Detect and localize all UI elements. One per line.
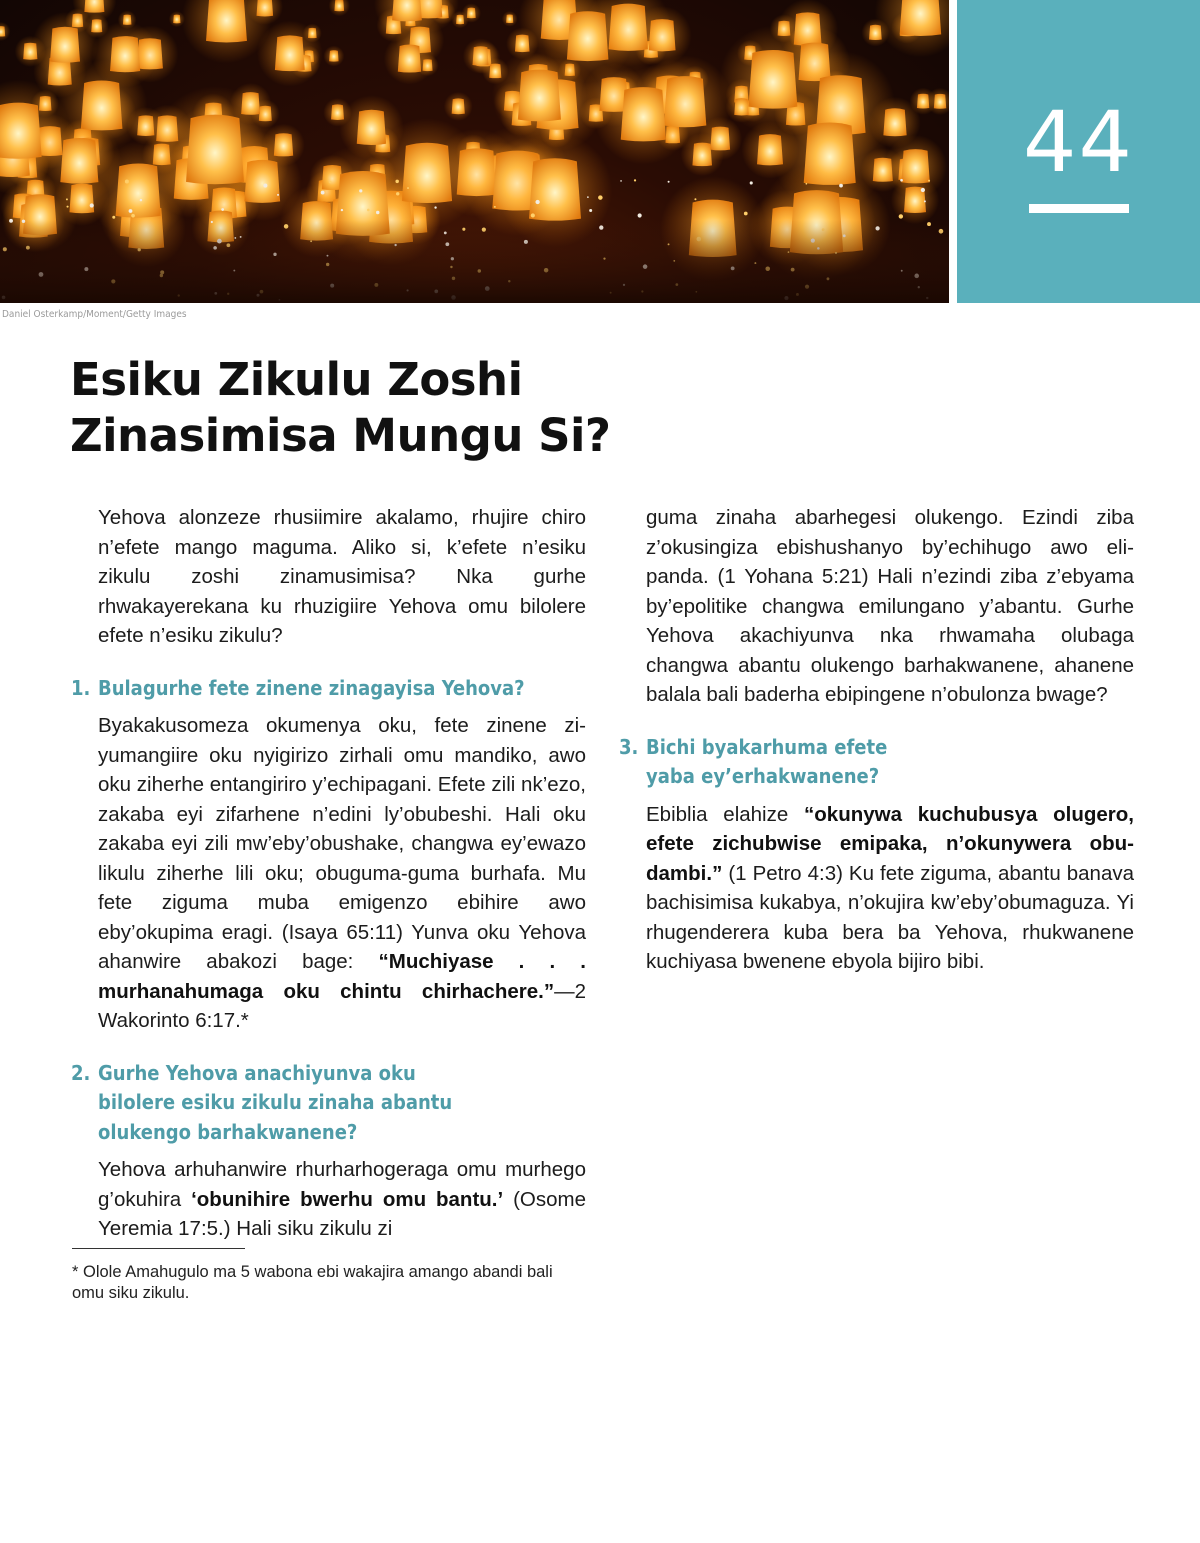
question-3-body: Ebiblia elahize “okunywa kuchubusya olugero, efete zichubwise emipaka, n’okunywera obudambi.” (1 Petro 4:3) Ku fete ziguma, abantu banava bachisimisa kukabya, n’okujira kw’eby’obumaguza. Yi rhugenderera kuba bera ba Yehova, rhukwanene kuchiyasa bwenene ebyola bijiro bibi.	[646, 802, 1134, 973]
question-3-number: 3.	[619, 734, 639, 759]
question-2-line-3: olukengo barhakwanene?	[98, 1119, 358, 1144]
lantern-shape	[398, 45, 421, 73]
footnote: * Olole Amahugulo ma 5 wabona ebi wakajira amango abandi bali omu siku zikulu.	[72, 1263, 553, 1302]
crowd-light	[359, 189, 362, 192]
question-2-number: 2.	[71, 1060, 91, 1085]
question-3-line-1: Bichi byakarhuma efete	[646, 734, 888, 759]
lantern-shape	[0, 26, 5, 36]
footnote-divider	[72, 1248, 245, 1249]
crowd-light	[620, 180, 622, 182]
question-1-heading	[71, 674, 586, 704]
question-3-line-2: yaba ey’erhakwanene?	[646, 764, 880, 788]
lantern-shape	[186, 115, 244, 185]
crowd-light	[921, 188, 925, 192]
lantern-shape	[934, 94, 946, 109]
lantern-shape	[173, 15, 180, 24]
crowd-light	[140, 199, 142, 201]
lantern-shape	[116, 164, 161, 218]
crowd-light	[125, 180, 129, 184]
lesson-number-panel	[957, 0, 1200, 303]
page-title	[70, 352, 770, 464]
lantern-shape	[334, 0, 344, 11]
crowd-light	[66, 198, 68, 200]
header-photo-lanterns	[0, 0, 949, 303]
lantern-shape	[901, 149, 930, 183]
crowd-light	[535, 200, 539, 204]
crowd-light	[694, 198, 696, 200]
crowd-light	[900, 179, 903, 182]
lantern-shape	[473, 46, 489, 65]
question-1-text: Bulagurhe fete zinene zinagayisa Yehova?	[98, 675, 525, 700]
crowd-light	[494, 206, 496, 208]
question-1-number: 1.	[71, 675, 91, 700]
crowd-light	[598, 195, 603, 200]
question-2-line-1: Gurhe Yehova anachiyunva oku	[98, 1060, 416, 1085]
crowd-light	[899, 214, 903, 218]
lantern-shape	[567, 11, 609, 61]
lantern-shape	[621, 87, 666, 141]
crowd-light	[589, 209, 592, 212]
image-credit: Daniel Osterkamp/Moment/Getty Images	[2, 309, 187, 320]
crowd-light	[839, 184, 843, 188]
crowd-light	[277, 194, 279, 196]
crowd-light	[129, 209, 133, 213]
lantern-shape	[357, 110, 386, 145]
page-title-line-1: Esiku Zikulu Zoshi	[70, 353, 523, 406]
crowd-light	[638, 213, 642, 217]
question-2-body-continued: guma zinaha abarhegesi olukengo. Ezindi ziba z’okusingiza ebishushanyo by’echihugo awo elipanda. (1 Yohana 5:21) Hali n’ezindi ziba z’ebyama by’epolitike changwa emilungano y’abantu. Gurhe Yehova akachiyunva nka rhwamaha olubaga changwa abantu olukengo barhakwanene, ahanene balala bali baderha ebipingene n’obulonza bwage?	[646, 506, 1134, 706]
crowd-light	[531, 213, 535, 217]
crowd-light	[112, 216, 115, 219]
crowd-light	[341, 209, 343, 211]
crowd-light	[668, 181, 670, 183]
crowd-light	[805, 183, 807, 185]
crowd-light	[434, 206, 436, 208]
crowd-light	[407, 187, 409, 189]
crowd-light	[367, 209, 370, 212]
lantern-shape	[900, 0, 942, 36]
crowd-light	[587, 196, 589, 198]
lantern-shape	[329, 50, 338, 61]
lesson-number: 44	[1023, 93, 1134, 191]
lantern-shape	[84, 0, 104, 13]
question-1-body: Byakakusomeza okumenya oku, fete zinene ziyumangiire oku nyigirizo zirhali omu mandiko, awo oku ziherhe entangiriro y’echipagani. Efete zili nk’ezo, zakaba eyi zifarhene n’edini ly’obubeshi. Hali oku zakaba eyi zili mw’eby’obushake, changwa ey’ewazo likulu ziherhe lili oku; obuguma-guma burhafa. Mu fete ziguma muba emigenzo ebihire awo eby’okupima eragi. (Isaya 65:11) Yunva oku Yehova ahanwire abakozi bage: “Muchiyase . . . murhanahumaga oku chintu chirhachere.”—2 Wakorinto 6:17.*	[98, 714, 586, 1032]
crowd-light	[395, 180, 398, 183]
crowd-light	[744, 212, 748, 216]
page-title-line-2: Zinasimisa Mungu Si?	[70, 409, 611, 462]
crowd-light	[376, 211, 379, 214]
crowd-light	[263, 184, 267, 188]
question-2-heading	[71, 1059, 586, 1148]
crowd-light	[321, 191, 325, 195]
lantern-shape	[467, 8, 476, 19]
lantern-shape	[529, 158, 581, 220]
crowd-light	[131, 214, 135, 218]
lantern-shape	[392, 0, 422, 21]
lantern-illustration	[0, 0, 949, 303]
crowd-light	[634, 179, 636, 181]
lantern-shape	[0, 103, 42, 159]
question-2-body-start: Yehova arhuhanwire rhurharhogeraga omu murhego g’okuhira ‘obunihire bwerhu omu bantu.’ (Osome Yeremia 17:5.) Hali siku zikulu zi	[98, 1158, 586, 1240]
lantern-shape	[506, 14, 513, 23]
lesson-number-underline	[1029, 204, 1129, 213]
question-2-line-2: bilolere esiku zikulu zinaha abantu	[98, 1090, 453, 1114]
crowd-light	[329, 181, 331, 183]
crowd-light	[396, 192, 399, 195]
crowd-light	[90, 203, 94, 207]
crowd-light	[221, 208, 224, 211]
lantern-shape	[50, 27, 80, 63]
left-column	[71, 503, 586, 1244]
intro-paragraph: Yehova alonzeze rhusiimire akalamo, rhujire chiro n’efete mango maguma. Aliko si, k’efete n’esiku zikulu zoshi zinamusimisa? Nka gurhe rhwakayerekana ku rhuzigiire Yehova omu bilolere efete n’esiku zikulu?	[98, 506, 586, 647]
scripture-quote: “Muchiyase . . . murhanahumaga oku chintu chirhachere.”	[98, 950, 586, 1003]
lantern-shape	[452, 98, 465, 114]
question-3-heading	[619, 733, 1134, 792]
scripture-quote: “okunywa kuchubusya olugero, efete zichubwise emipaka, n’okunywera obudambi.”	[646, 802, 1134, 885]
lantern-shape	[206, 0, 247, 42]
lantern-shape	[275, 35, 305, 71]
crowd-light	[750, 181, 753, 184]
scripture-quote: ‘obunihire bwerhu omu bantu.’	[191, 1187, 504, 1211]
right-column	[619, 503, 1134, 977]
lantern-shape	[518, 70, 561, 122]
lantern-shape	[81, 81, 123, 131]
crowd-light	[67, 206, 69, 208]
crowd-light	[924, 200, 926, 202]
crowd-light	[928, 180, 930, 182]
